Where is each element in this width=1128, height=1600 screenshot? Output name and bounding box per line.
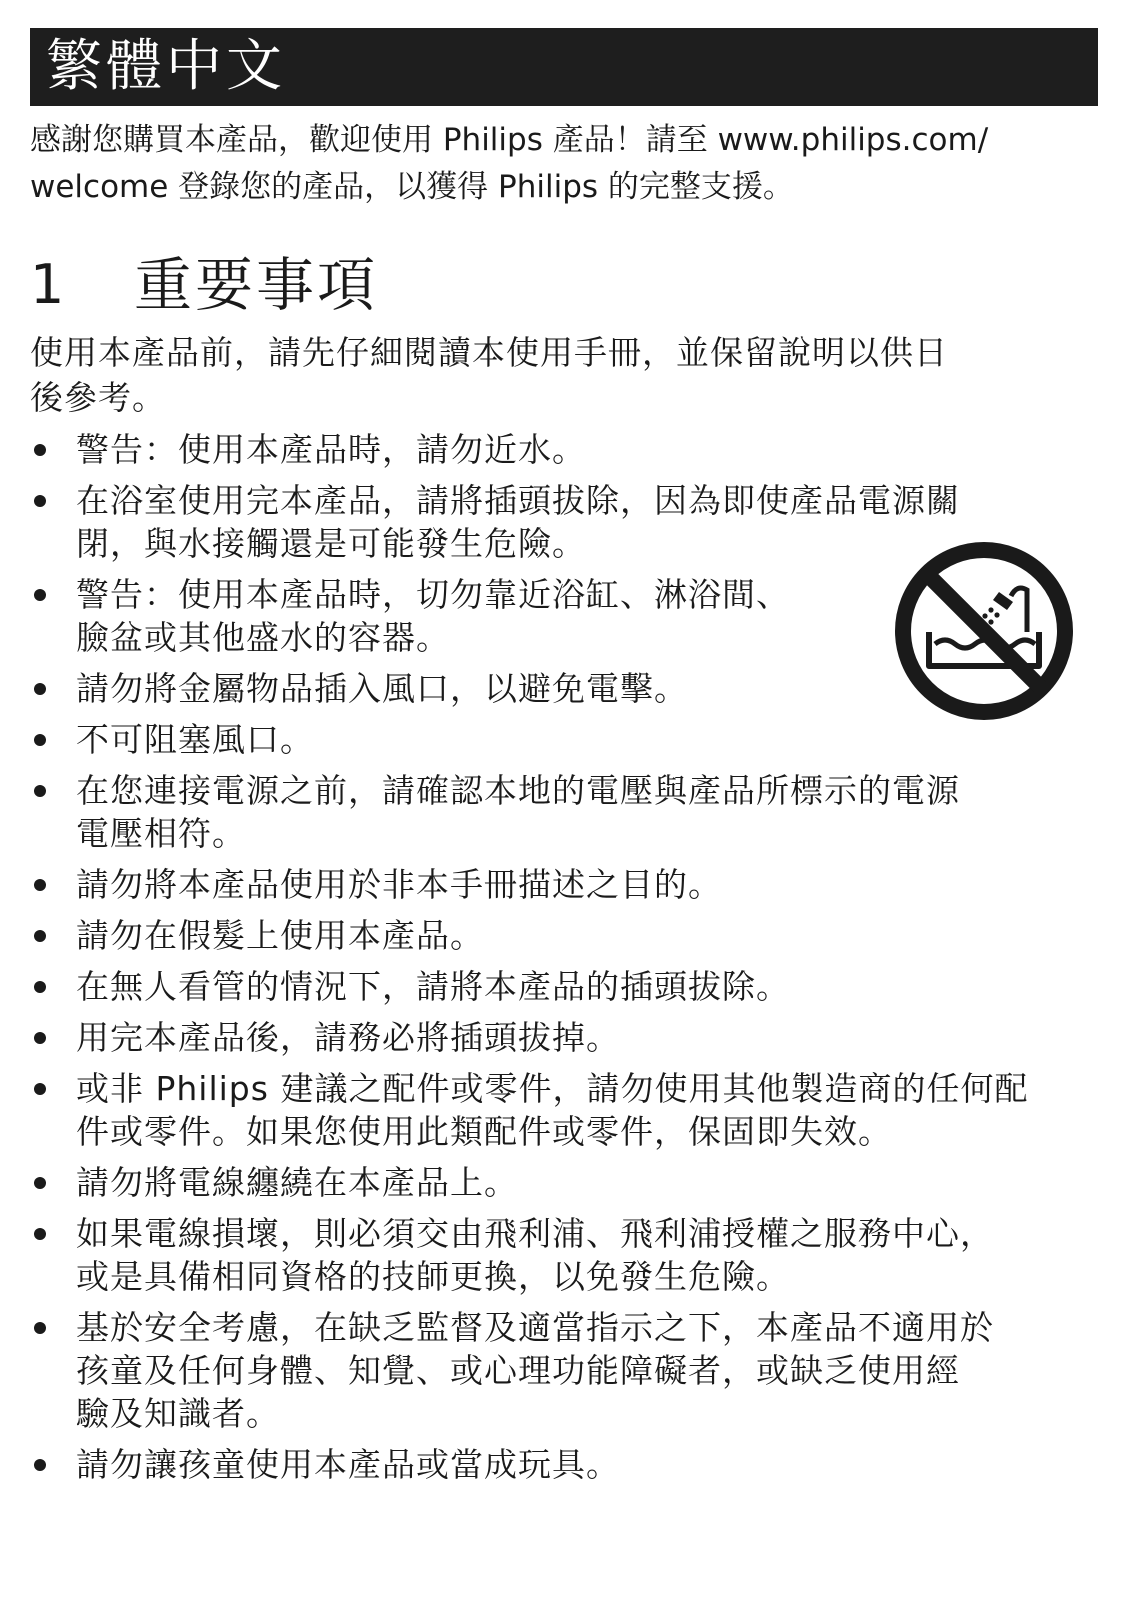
intro-paragraph [30, 117, 1100, 211]
language-banner [30, 28, 1098, 106]
warning-text-line: 或是具備相同資格的技師更換，以免發生危險。 [76, 1257, 790, 1296]
intro-line-2: welcome 登錄您的產品，以獲得 Philips 的完整支援。 [30, 169, 794, 205]
warning-text-line: 孩童及任何身體、知覺、或心理功能障礙者，或缺乏使用經 [76, 1351, 960, 1390]
bullet-icon [34, 1459, 46, 1471]
warning-text-line: 或非 Philips 建議之配件或零件，請勿使用其他製造商的任何配 [76, 1069, 1029, 1108]
section-title: 重要事項 [134, 251, 379, 319]
bullet-icon [34, 1322, 46, 1334]
warning-item [0, 863, 1128, 906]
bullet-icon [34, 1032, 46, 1044]
bullet-icon [34, 589, 46, 601]
language-label: 繁體中文 [46, 34, 286, 99]
warning-text-line: 請勿將電線纏繞在本產品上。 [76, 1163, 518, 1202]
warning-item [0, 1067, 1128, 1153]
warning-text-line: 用完本產品後，請務必將插頭拔掉。 [76, 1018, 620, 1057]
bullet-icon [34, 683, 46, 695]
lead-line-1: 使用本產品前，請先仔細閱讀本使用手冊，並保留說明以供日 [30, 333, 948, 372]
warning-text-line: 請勿讓孩童使用本產品或當成玩具。 [76, 1445, 620, 1484]
section-heading [30, 250, 378, 320]
warning-text-line: 閉，與水接觸還是可能發生危險。 [76, 524, 586, 563]
warning-text-line: 基於安全考慮，在缺乏監督及適當指示之下，本產品不適用於 [76, 1308, 994, 1347]
warning-text-line: 在無人看管的情況下，請將本產品的插頭拔除。 [76, 967, 790, 1006]
warning-item [0, 718, 1128, 761]
bullet-icon [34, 444, 46, 456]
warning-item [0, 1443, 1128, 1486]
warning-text-line: 不可阻塞風口。 [76, 720, 314, 759]
bullet-icon [34, 495, 46, 507]
warning-item [0, 914, 1128, 957]
bullet-icon [34, 981, 46, 993]
warning-item [0, 1306, 1128, 1435]
warning-text-line: 請勿將金屬物品插入風口，以避免電擊。 [76, 669, 688, 708]
warning-text-line: 在您連接電源之前，請確認本地的電壓與產品所標示的電源 [76, 771, 960, 810]
warning-item [0, 428, 1128, 471]
warning-item [0, 965, 1128, 1008]
bullet-icon [34, 1228, 46, 1240]
section-lead-paragraph [30, 330, 1100, 420]
warning-text-line: 在浴室使用完本產品，請將插頭拔除，因為即使產品電源關 [76, 481, 960, 520]
no-water-near-bath-icon [893, 540, 1075, 722]
warning-item [0, 1016, 1128, 1059]
warning-text-line: 警告：使用本產品時，請勿近水。 [76, 430, 586, 469]
bullet-icon [34, 1083, 46, 1095]
warning-item [0, 769, 1128, 855]
warning-text-line: 警告：使用本產品時，切勿靠近浴缸、淋浴間、 [76, 575, 790, 614]
bullet-icon [34, 785, 46, 797]
bullet-icon [34, 1177, 46, 1189]
section-number: 1 [30, 253, 65, 316]
warning-text-line: 驗及知識者。 [76, 1394, 280, 1433]
bullet-icon [34, 734, 46, 746]
warning-text-line: 臉盆或其他盛水的容器。 [76, 618, 450, 657]
warning-text-line: 電壓相符。 [76, 814, 246, 853]
bullet-icon [34, 930, 46, 942]
warning-item [0, 1161, 1128, 1204]
lead-line-2: 後參考。 [30, 378, 166, 417]
bullet-icon [34, 879, 46, 891]
warning-text-line: 如果電線損壞，則必須交由飛利浦、飛利浦授權之服務中心， [76, 1214, 994, 1253]
intro-line-1: 感謝您購買本產品，歡迎使用 Philips 產品！請至 www.philips.com/ [30, 122, 989, 158]
warning-text-line: 請勿在假髮上使用本產品。 [76, 916, 484, 955]
warning-text-line: 請勿將本產品使用於非本手冊描述之目的。 [76, 865, 722, 904]
warning-item [0, 1212, 1128, 1298]
warning-text-line: 件或零件。如果您使用此類配件或零件，保固即失效。 [76, 1112, 892, 1151]
